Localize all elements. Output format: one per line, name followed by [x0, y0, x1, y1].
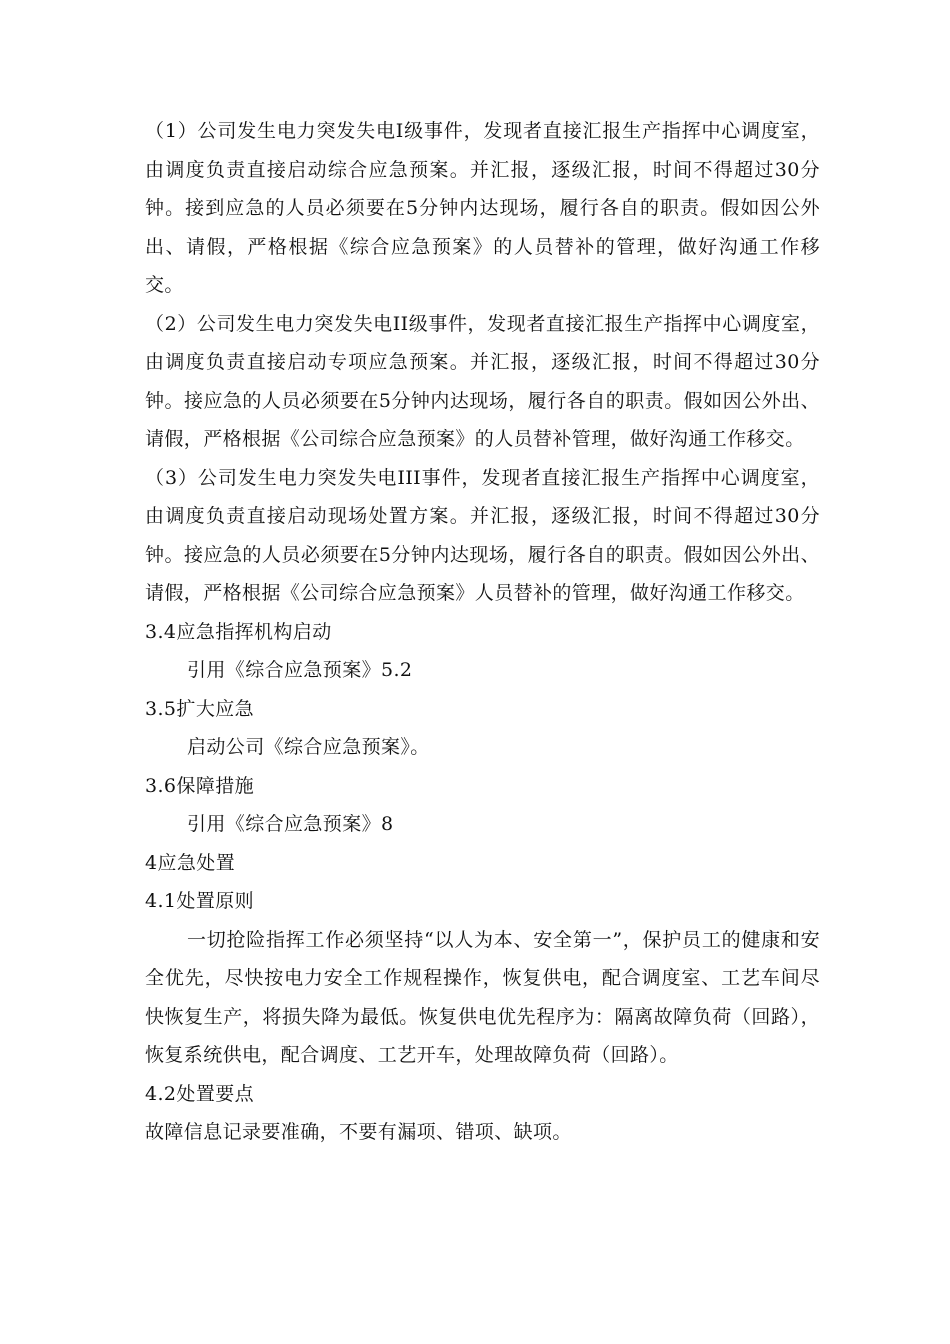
- paragraph-level-2-event: （2）公司发生电力突发失电II级事件，发现者直接汇报生产指挥中心调度室，由调度负责直接启动专项应急预案。并汇报，逐级汇报，时间不得超过30分钟。接应急的人员必须要在5分钟内达现场，履行各自的职责。假如因公外出、请假，严格根据《公司综合应急预案》的人员替补管理，做好沟通工作移交。: [145, 312, 820, 450]
- section-body-3-6: 引用《综合应急预案》8: [187, 813, 394, 835]
- section-heading-4-2: 4.2处置要点: [145, 1082, 255, 1105]
- section-heading-3-4: 3.4应急指挥机构启动: [145, 620, 332, 643]
- section-heading-4: 4应急处置: [145, 851, 236, 874]
- section-body-4-2: 故障信息记录要准确，不要有漏项、错项、缺项。: [145, 1121, 572, 1143]
- section-heading-4-1: 4.1处置原则: [145, 890, 255, 912]
- document-body: [145, 112, 820, 1152]
- section-body-4-1: 一切抢险指挥工作必须坚持“以人为本、安全第一”，保护员工的健康和安全优先，尽快按电力安全工作规程操作，恢复供电，配合调度室、工艺车间尽快恢复生产，将损失降为最低。恢复供电优先程序为：隔离故障负荷（回路），恢复系统供电，配合调度、工艺开车，处理故障负荷（回路）。: [145, 928, 820, 1066]
- paragraph-level-1-event: （1）公司发生电力突发失电Ⅰ级事件，发现者直接汇报生产指挥中心调度室，由调度负责直接启动综合应急预案。并汇报，逐级汇报，时间不得超过30分钟。接到应急的人员必须要在5分钟内达现场，履行各自的职责。假如因公外出、请假，严格根据《综合应急预案》的人员替补的管理，做好沟通工作移交。: [145, 120, 820, 296]
- section-heading-3-5: 3.5扩大应急: [145, 697, 255, 720]
- section-heading-3-6: 3.6保障措施: [145, 774, 255, 797]
- section-body-3-5: 启动公司《综合应急预案》。: [187, 736, 430, 758]
- paragraph-level-3-event: （3）公司发生电力突发失电III事件，发现者直接汇报生产指挥中心调度室，由调度负责直接启动现场处置方案。并汇报，逐级汇报，时间不得超过30分钟。接应急的人员必须要在5分钟内达现场，履行各自的职责。假如因公外出、请假，严格根据《公司综合应急预案》人员替补的管理，做好沟通工作移交。: [145, 466, 820, 604]
- section-body-3-4: 引用《综合应急预案》5.2: [187, 659, 413, 681]
